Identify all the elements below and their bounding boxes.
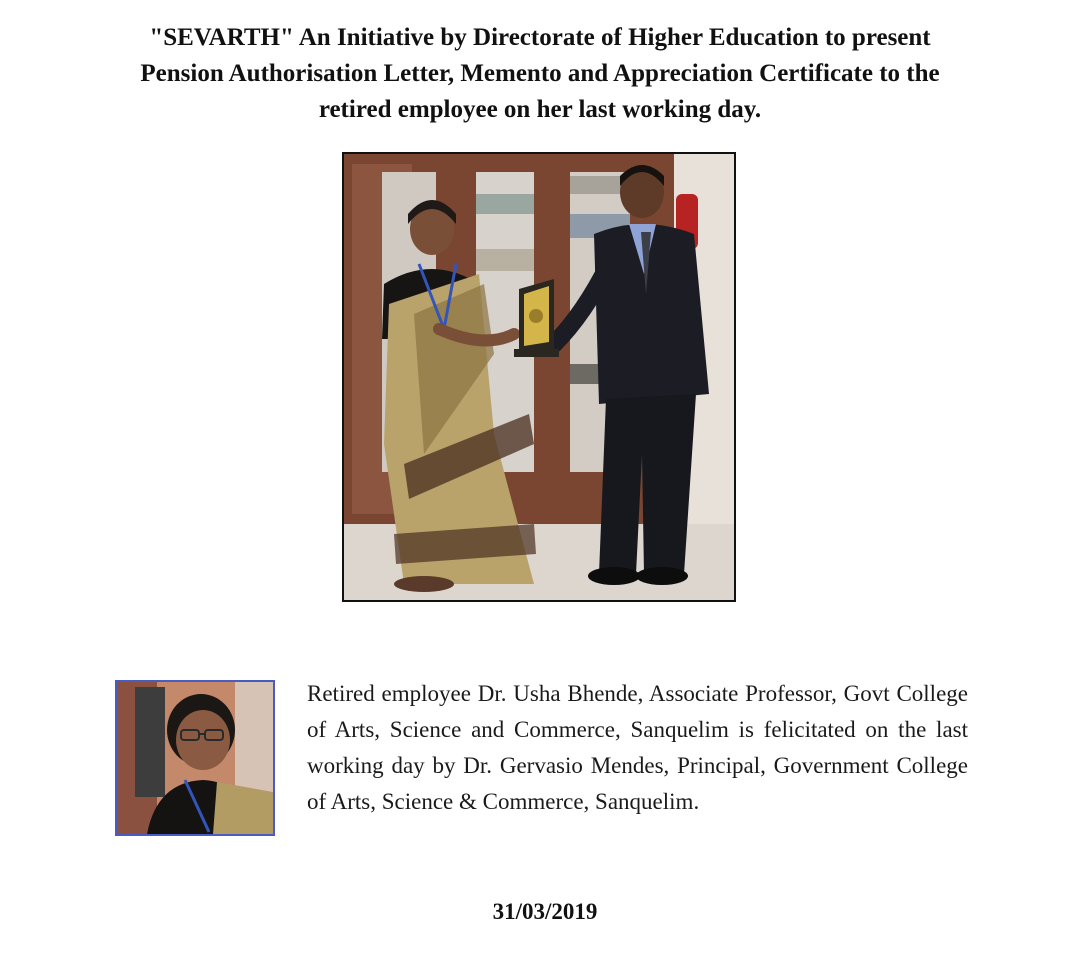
headline-line-1: "SEVARTH" An Initiative by Directorate of Higher Education to present xyxy=(149,24,931,51)
felicitation-photo xyxy=(342,152,736,602)
headline xyxy=(80,20,1000,128)
photo-caption: Retired employee Dr. Usha Bhende, Associate Professor, Govt College of Arts, Science and Commerce, Sanquelim is felicitated on the last working day by Dr. Gervasio Mendes, Principal, Government College of Arts, Science & Commerce, Sanquelim. xyxy=(307,681,968,814)
event-date: 31/03/2019 xyxy=(492,899,598,924)
retiree-portrait-illustration xyxy=(117,682,273,834)
headline-line-2: Pension Authorisation Letter, Memento and Appreciation Certificate to the xyxy=(140,60,940,87)
felicitation-photo-illustration xyxy=(344,154,734,600)
headline-line-3: retired employee on her last working day. xyxy=(318,96,762,123)
retiree-portrait-thumbnail xyxy=(115,680,275,836)
